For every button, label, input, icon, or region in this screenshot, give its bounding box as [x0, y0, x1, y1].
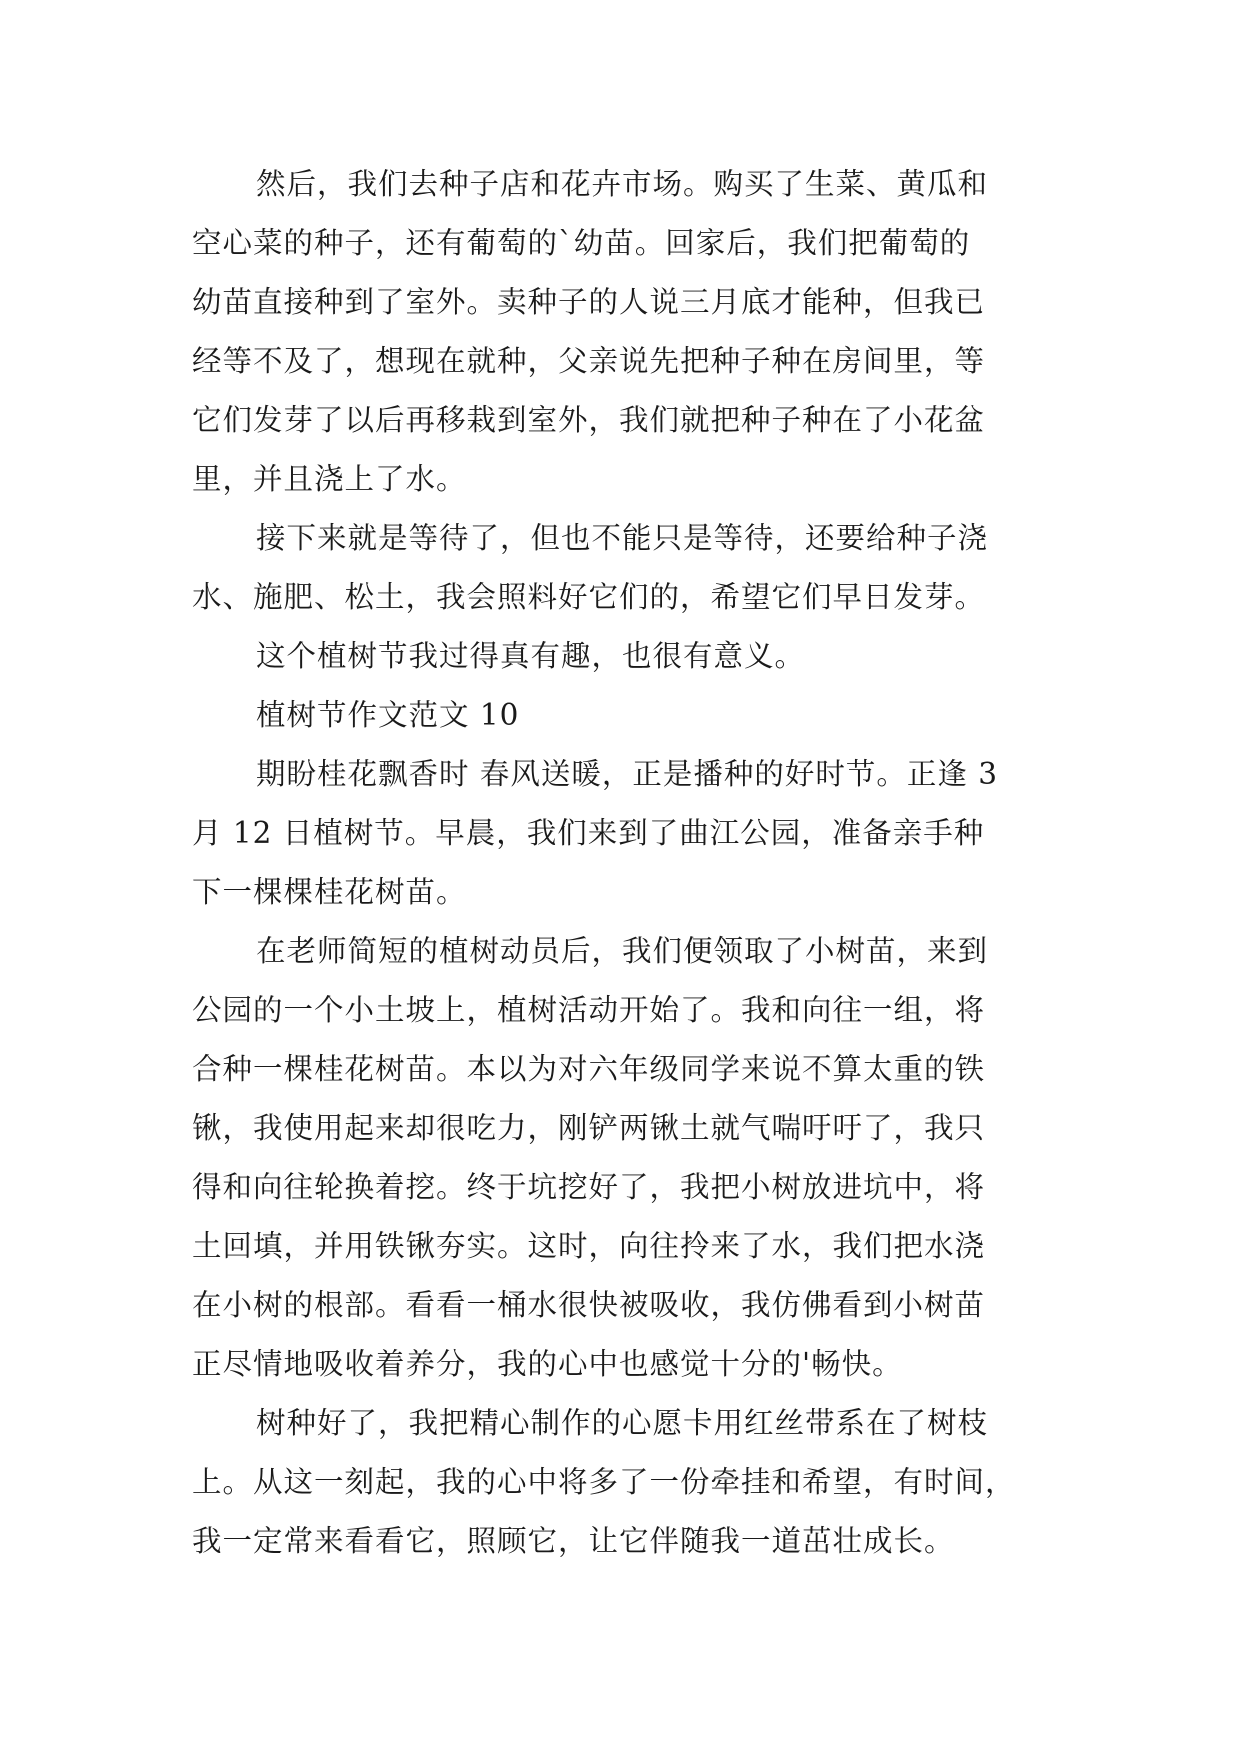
text-line: 树种好了，我把精心制作的心愿卡用红丝带系在了树枝: [256, 1406, 989, 1440]
text-line: 合种一棵桂花树苗。本以为对六年级同学来说不算太重的铁: [192, 1052, 986, 1086]
text-line: 经等不及了，想现在就种，父亲说先把种子种在房间里，等: [192, 344, 986, 378]
text-line: 接下来就是等待了，但也不能只是等待，还要给种子浇: [256, 521, 989, 555]
text-line: 幼苗直接种到了室外。卖种子的人说三月底才能种，但我已: [192, 285, 986, 319]
text-line: 这个植树节我过得真有趣，也很有意义。: [256, 639, 806, 673]
text-line: 期盼桂花飘香时 春风送暖，正是播种的好时节。正逢 3: [256, 757, 999, 791]
text-line: 土回填，并用铁锹夯实。这时，向往拎来了水，我们把水浇: [192, 1229, 986, 1263]
text-line: 上。从这一刻起，我的心中将多了一份牵挂和希望，有时间，: [192, 1465, 1016, 1499]
document-body: [192, 155, 1072, 1571]
text-line: 空心菜的种子，还有葡萄的`幼苗。回家后，我们把葡萄的: [192, 226, 971, 260]
text-line: 水、施肥、松土，我会照料好它们的，希望它们早日发芽。: [192, 580, 986, 614]
text-line: 在老师简短的植树动员后，我们便领取了小树苗，来到: [256, 934, 989, 968]
text-line: 得和向往轮换着挖。终于坑挖好了，我把小树放进坑中，将: [192, 1170, 986, 1204]
text-line: 月 12 日植树节。早晨，我们来到了曲江公园，准备亲手种: [192, 816, 985, 850]
section-heading: 植树节作文范文 10: [256, 698, 520, 732]
text-line: 公园的一个小土坡上，植树活动开始了。我和向往一组，将: [192, 993, 986, 1027]
text-line: 然后，我们去种子店和花卉市场。购买了生菜、黄瓜和: [256, 167, 989, 201]
text-line: 下一棵棵桂花树苗。: [192, 875, 467, 909]
text-line: 锹，我使用起来却很吃力，刚铲两锹土就气喘吁吁了，我只: [192, 1111, 986, 1145]
text-line: 正尽情地吸收着养分，我的心中也感觉十分的'畅快。: [192, 1347, 903, 1381]
text-line: 里，并且浇上了水。: [192, 462, 467, 496]
text-line: 在小树的根部。看看一桶水很快被吸收，我仿佛看到小树苗: [192, 1288, 986, 1322]
text-line: 我一定常来看看它，照顾它，让它伴随我一道茁壮成长。: [192, 1524, 955, 1558]
text-line: 它们发芽了以后再移栽到室外，我们就把种子种在了小花盆: [192, 403, 986, 437]
